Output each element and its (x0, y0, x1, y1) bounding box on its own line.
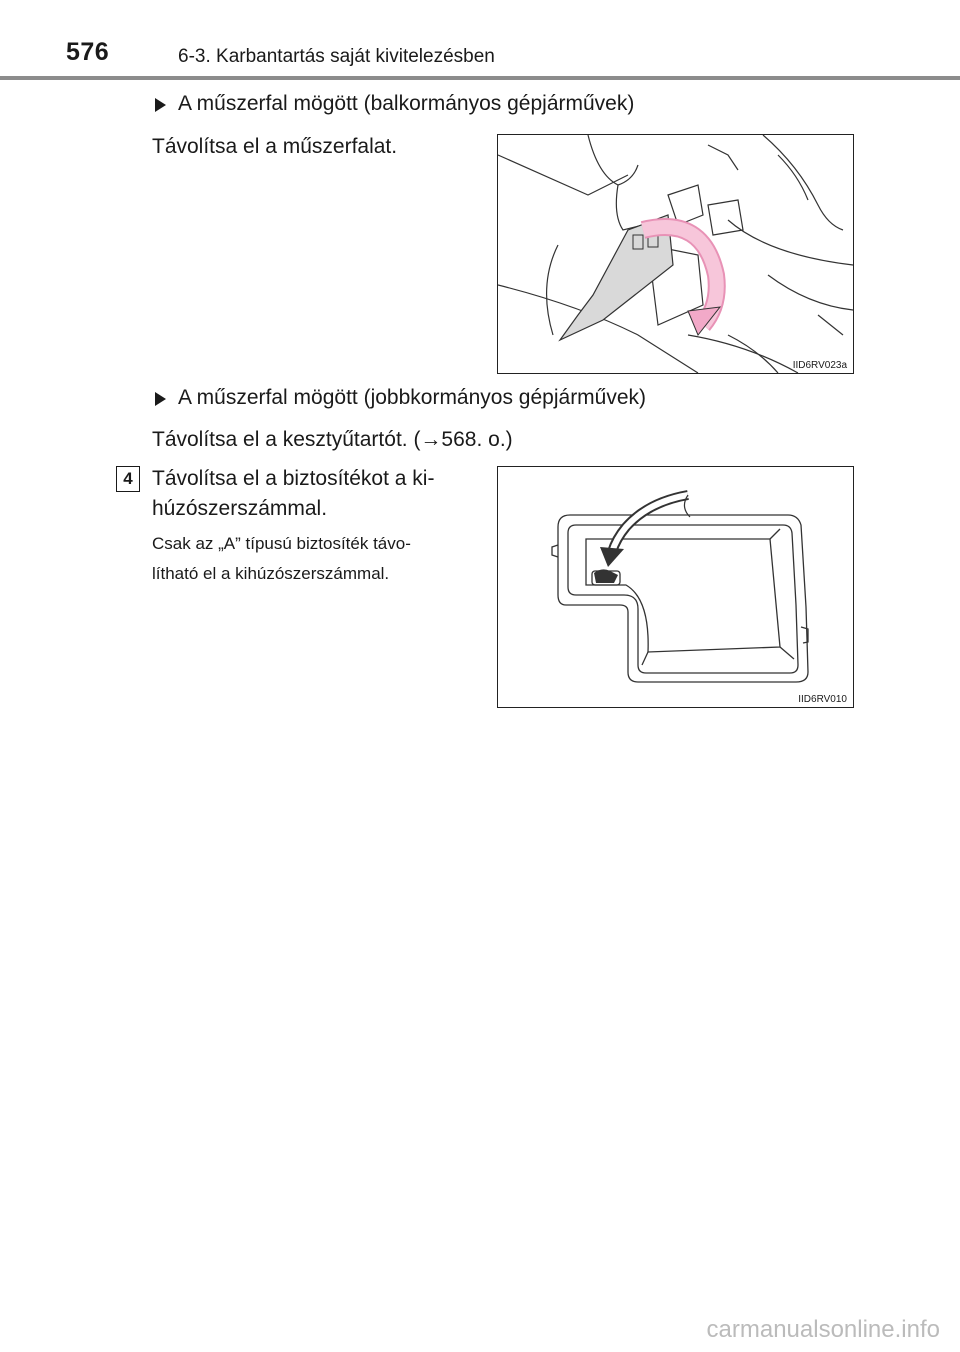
instrument-panel-illustration (498, 135, 853, 373)
header-divider (0, 76, 960, 80)
page-number: 576 (66, 38, 110, 66)
bullet-lhd (178, 89, 634, 119)
bullet-rhd (178, 383, 646, 413)
figure2-code: IID6RV010 (798, 694, 847, 705)
triangle-bullet-icon (155, 98, 166, 112)
bullet-rhd-text: A műszerfal mögött (jobbkormányos gépjárművek) (178, 386, 647, 409)
triangle-bullet-icon (155, 392, 166, 406)
step-text-line2: húzószerszámmal. (152, 497, 328, 520)
step-text-line1: Távolítsa el a biztosítékot a ki- (152, 467, 435, 490)
note-line1: Csak az „A” típusú biztosíték távo- (152, 534, 411, 553)
figure-instrument-panel (497, 134, 854, 374)
figure1-code: IID6RV023a (792, 360, 847, 371)
instruction-lhd: Távolítsa el a műszerfalat. (152, 135, 398, 158)
section-title: 6-3. Karbantartás saját kivitelezésben (178, 46, 495, 67)
instruction-rhd: Távolítsa el a kesztyűtartót. (→568. o.) (152, 428, 513, 451)
watermark: carmanualsonline.info (706, 1316, 940, 1343)
fuse-box-illustration (498, 467, 853, 707)
figure-fuse-box (497, 466, 854, 708)
step-number-badge: 4 (116, 466, 140, 492)
page-header (0, 0, 960, 80)
bullet-lhd-text: A műszerfal mögött (balkormányos gépjárművek) (178, 92, 635, 115)
note-line2: lítható el a kihúzószerszámmal. (152, 564, 390, 583)
